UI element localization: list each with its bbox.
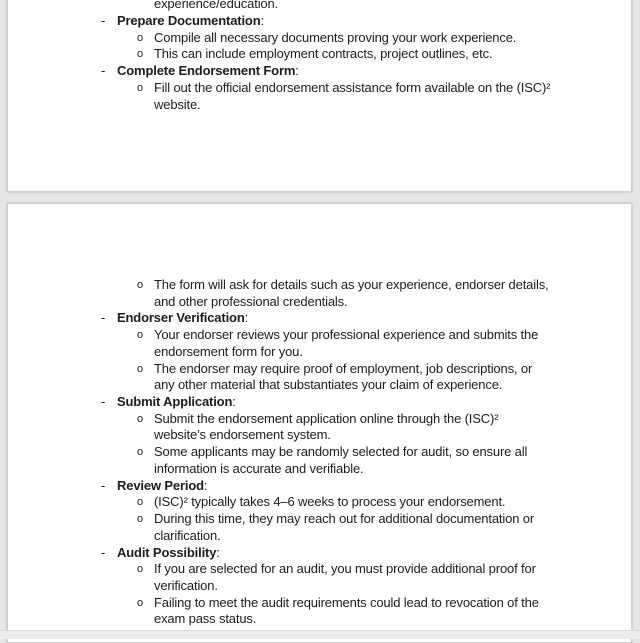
heading-label: Endorser Verification [117, 310, 245, 326]
heading-label: Review Period [117, 477, 204, 493]
dash-marker: - [101, 12, 106, 28]
bullet-text: The endorser may require proof of employment, job descriptions, or [154, 360, 533, 376]
document-page-2 [7, 203, 632, 643]
bullet-text: Some applicants may be randomly selected for audit, so ensure all [154, 444, 528, 460]
bullet-marker: o [137, 279, 144, 291]
bullet-marker: o [137, 496, 144, 509]
heading-colon: : [216, 544, 220, 560]
bullet-marker: o [137, 362, 144, 375]
heading-text [117, 394, 236, 410]
dash-marker: - [101, 63, 106, 79]
bullet-text: If you are selected for an audit, you must provide additional proof for [154, 561, 536, 577]
bullet-marker: o [137, 31, 144, 44]
dash-marker: - [101, 310, 106, 326]
dash-marker: - [101, 394, 106, 410]
bullet-text: The form will ask for details such as your experience, endorser details, [154, 277, 549, 292]
heading-text [117, 13, 264, 29]
heading-colon: : [244, 310, 249, 326]
heading-text [117, 63, 299, 79]
heading-colon: : [232, 394, 236, 410]
bullet-marker: o [137, 48, 144, 61]
bullet-marker: o [137, 329, 144, 342]
continuation-text: information is accurate and verifiable. [154, 460, 364, 476]
document-page-1 [7, 0, 632, 192]
bullet-text: This can include employment contracts, project outlines, etc. [154, 46, 493, 62]
heading-colon: : [203, 477, 208, 493]
continuation-text: clarification. [154, 527, 221, 543]
bullet-text: (ISC)² typically takes 4–6 weeks to process your endorsement. [154, 494, 506, 510]
continuation-text: any other material that substantiates your claim of experience. [154, 377, 503, 393]
continuation-text: website’s endorsement system. [154, 427, 331, 443]
bullet-marker: o [137, 596, 144, 609]
bullet-text: Your endorser reviews your professional experience and submits the [154, 327, 539, 343]
continuation-text: experience/education. [154, 0, 279, 11]
bullet-text: Submit the endorsement application online through the (ISC)² [154, 410, 499, 426]
bullet-text: Compile all necessary documents proving your work experience. [154, 29, 517, 45]
dash-marker: - [101, 477, 106, 493]
bullet-marker: o [137, 563, 144, 576]
heading-colon: : [260, 12, 264, 28]
heading-colon: : [295, 63, 299, 79]
heading-label: Complete Endorsement Form [117, 63, 296, 79]
bullet-text: Failing to meet the audit requirements could lead to revocation of the [154, 594, 539, 610]
bullet-marker: o [137, 513, 144, 526]
heading-label: Prepare Documentation [117, 12, 261, 28]
heading-text [117, 310, 248, 326]
heading-label: Submit Application [117, 394, 233, 410]
dash-marker: - [101, 544, 106, 560]
continuation-text: exam pass status. [154, 611, 257, 627]
bullet-text: Fill out the official endorsement assistance form available on the (ISC)² [154, 80, 551, 95]
continuation-text: and other professional credentials. [154, 293, 348, 309]
bullet-text: During this time, they may reach out for additional documentation or [154, 511, 535, 527]
continuation-text: verification. [154, 577, 218, 593]
bullet-marker: o [137, 82, 144, 94]
continuation-text: endorsement form for you. [154, 343, 303, 359]
bullet-marker: o [137, 446, 144, 459]
continuation-text: website. [154, 96, 201, 112]
heading-label: Audit Possibility [117, 544, 217, 560]
bullet-marker: o [137, 412, 144, 425]
heading-text [117, 478, 207, 494]
heading-text [117, 545, 220, 561]
